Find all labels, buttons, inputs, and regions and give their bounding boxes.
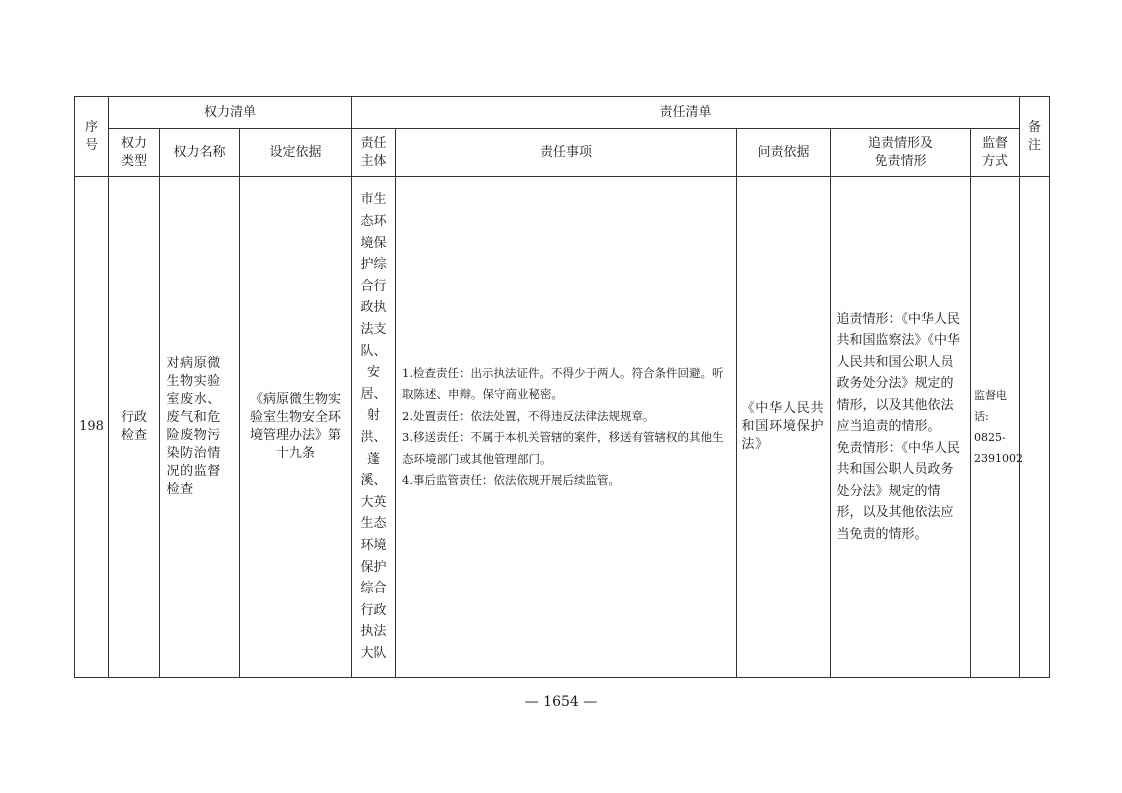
header-row-1 [75, 97, 1050, 129]
header-accountability-basis: 问责依据 [737, 129, 831, 177]
resp-item: 2.处置责任：依法处置，不得违反法律法规规章。 [402, 408, 655, 423]
header-basis: 设定依据 [240, 129, 352, 177]
supervision-label: 监督电话: [974, 389, 1008, 423]
header-seq: 序号 [75, 97, 109, 177]
row-basis: 《病原微生物实验室生物安全环境管理办法》第十九条 [240, 177, 352, 678]
page-number: — 1654 — [524, 694, 598, 710]
resp-item: 3.移送责任：不属于本机关管辖的案件，移送有管辖权的其他生态环境部门或其他管理部门。 [402, 430, 724, 466]
row-seq: 198 [75, 177, 109, 678]
header-responsibility-list: 责任清单 [352, 97, 1020, 129]
row-power-name: 对病原微生物实验室废水、废气和危险废物污染防治情况的监督检查 [160, 177, 240, 678]
header-responsibility-items: 责任事项 [396, 129, 737, 177]
supervision-phone-2: 2391002 [974, 452, 1024, 465]
row-responsibility-items [396, 177, 737, 678]
header-remarks: 备注 [1020, 97, 1050, 177]
row-pursue-exempt [831, 177, 971, 678]
supervision-phone-1: 0825- [974, 431, 1006, 444]
row-supervision-method [971, 177, 1024, 678]
resp-item: 4.事后监管责任：依法依规开展后续监管。 [402, 473, 620, 487]
resp-item: 1.检查责任：出示执法证件。不得少于两人。符合条件回避。听取陈述、申辩。保守商业秘密。 [402, 365, 724, 401]
row-responsible-subject: 市生态环境保护综合行政执法支队、安居、射洪、蓬溪、大英生态环境保护综合行政执法大队 [352, 177, 396, 678]
exempt-text: 免责情形：《中华人民共和国公职人员政务处分法》规定的情形，以及其他依法应当免责的情形。 [836, 440, 961, 542]
table-row [75, 177, 1050, 678]
row-remarks [1020, 177, 1050, 678]
row-power-type: 行政检查 [109, 177, 160, 678]
header-power-type: 权力类型 [109, 129, 160, 177]
header-power-name: 权力名称 [160, 129, 240, 177]
row-accountability-basis: 《中华人民共和国环境保护法》 [737, 177, 831, 678]
responsibility-table [74, 96, 1050, 678]
header-pursue-exempt: 追责情形及免责情形 [831, 129, 971, 177]
pursue-text: 追责情形：《中华人民共和国监察法》《中华人民共和国公职人员政务处分法》规定的情形，以及其他依法应当追责的情形。 [836, 311, 961, 435]
header-supervision-method: 监督方式 [971, 129, 1020, 177]
header-power-list: 权力清单 [109, 97, 352, 129]
header-row-2 [75, 129, 1050, 177]
header-responsible-subject: 责任主体 [352, 129, 396, 177]
